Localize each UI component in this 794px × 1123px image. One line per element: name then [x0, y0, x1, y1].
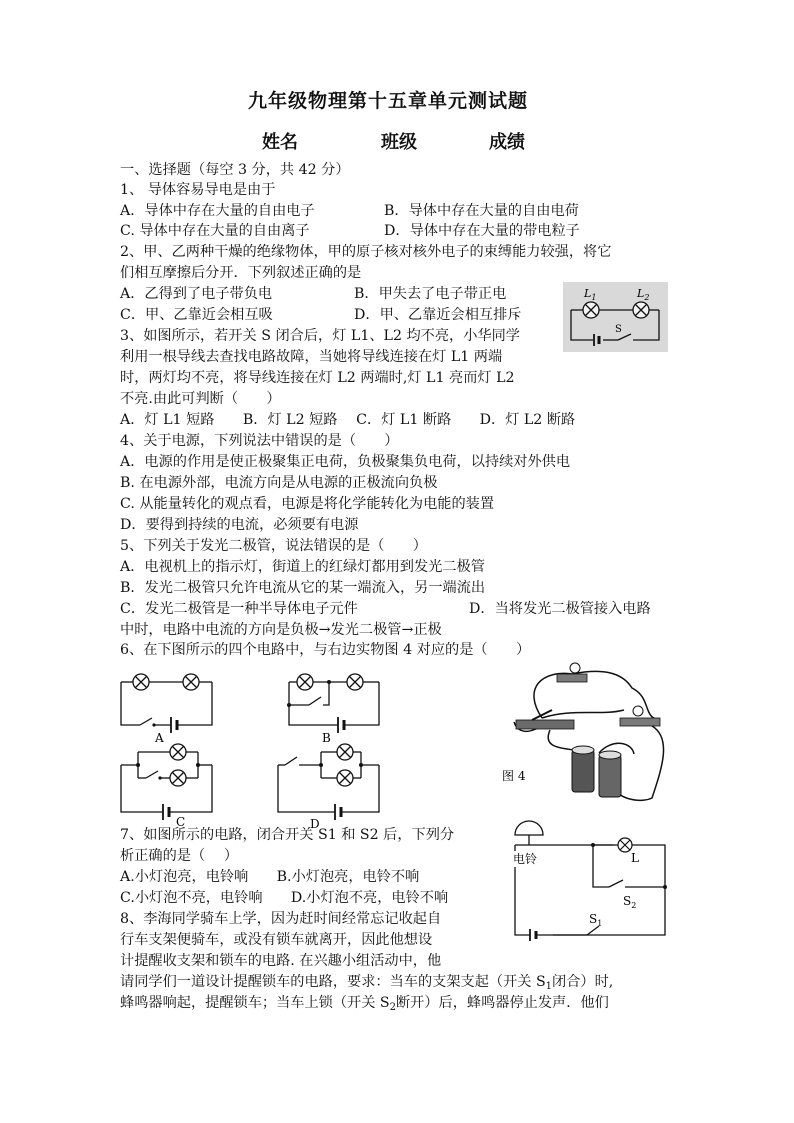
q3-label-l1: $L_1$: [584, 287, 597, 302]
class-label: 班级: [381, 132, 417, 153]
q8-line2: 行车支架便骑车，或没有锁车就离开，因此他想设: [120, 932, 433, 948]
q3-options[interactable]: A．灯 L1 短路 B．灯 L2 短路 C．灯 L1 断路 D．灯 L2 断路: [120, 412, 576, 428]
q7-options-cd[interactable]: C.小灯泡不亮，电铃响 D.小灯泡不亮，电铃不响: [120, 890, 449, 906]
q5-option-b[interactable]: B．发光二极管只允许电流从它的某一端流入，另一端流出: [120, 580, 486, 596]
q1-option-a[interactable]: A．导体中存在大量的自由电子: [120, 203, 315, 219]
q6-stem: 6、在下图所示的四个电路中，与右边实物图 4 对应的是（ ）: [120, 642, 531, 658]
q1-option-b[interactable]: B．导体中存在大量的自由电荷: [384, 203, 579, 219]
q4-option-d[interactable]: D．要得到持续的电流，必须要有电源: [120, 517, 359, 533]
q6-figure4-physical: [502, 658, 672, 808]
section-heading: 一、选择题（每空 3 分，共 42 分）: [120, 162, 350, 178]
page-title: 九年级物理第十五章单元测试题: [248, 90, 529, 112]
q3-stem-line3: 时，两灯均不亮，将导线连接在灯 L2 两端时,灯 L1 亮而灯 L2: [120, 370, 515, 386]
q6-circuit-d[interactable]: [275, 740, 385, 831]
name-label: 姓名: [262, 132, 298, 153]
q7-lamp-label: L: [631, 851, 639, 865]
q6-circuit-a[interactable]: [118, 667, 218, 743]
q5-option-a[interactable]: A．电视机上的指示灯，街道上的红绿灯都用到发光二极管: [120, 559, 485, 575]
q8-line5: 蜂鸣器响起，提醒锁车；当车上锁（开关 $S_2$断开）后，蜂鸣器停止发声．他们: [120, 995, 609, 1013]
bell-icon: [515, 821, 543, 835]
q6-label-b: B: [322, 731, 331, 745]
q7-stem-line1: 7、如图所示的电路，闭合开关 S1 和 S2 后，下列分: [120, 827, 455, 843]
q8-line3: 计提醒收支架和锁车的电路. 在兴趣小组活动中，他: [120, 953, 442, 969]
q5-option-d-line1[interactable]: D．当将发光二极管接入电路: [469, 601, 651, 617]
q6-label-d: D: [310, 817, 320, 831]
q4-option-c[interactable]: C. 从能量转化的观点看，电源是将化学能转化为电能的装置: [120, 496, 495, 512]
q6-circuit-c[interactable]: [118, 740, 218, 829]
q6-label-c: C: [176, 815, 186, 829]
q8-line4: 请同学们一道设计提醒锁车的电路，要求：当车的支架支起（开关 $S_1$闭合）时,: [120, 974, 614, 992]
q2-stem-line2: 们相互摩擦后分开．下列叙述正确的是: [120, 265, 362, 281]
q3-stem-line1: 3、如图所示，若开关 S 闭合后，灯 L1、L2 均不亮，小华同学: [120, 328, 520, 344]
q3-stem-line2: 利用一根导线去查找电路故障，当她将导线连接在灯 L1 两端: [120, 349, 503, 365]
q1-stem: 1、 导体容易导电是由于: [120, 182, 276, 198]
q5-option-c[interactable]: C．发光二极管是一种半导体电子元件: [120, 601, 358, 617]
q3-label-s: S: [615, 324, 622, 335]
q3-label-l2: $L_2$: [637, 287, 650, 302]
q7-bell-label: 电铃: [513, 852, 538, 866]
q3-stem-line4: 不亮.由此可判断（ ）: [120, 391, 281, 407]
q4-option-a[interactable]: A．电源的作用是使正极聚集正电荷，负极聚集负电荷，以持续对外供电: [120, 454, 571, 470]
q8-line1: 8、李海同学骑车上学，因为赶时间经常忘记收起自: [120, 911, 442, 927]
q2-option-d[interactable]: D．甲、乙靠近会相互排斥: [354, 307, 522, 323]
q3-circuit-figure: [563, 282, 668, 352]
q5-option-d-line2: 中时，电路中电流的方向是负极→发光二极管→正极: [120, 622, 442, 638]
q7-s2-label: $S_2$: [623, 894, 637, 910]
q4-stem: 4、关于电源，下列说法中错误的是（ ）: [120, 433, 399, 449]
lamp-holder-right: [620, 706, 660, 726]
q7-s1-label: $S_1$: [589, 912, 603, 928]
q2-option-a[interactable]: A．乙得到了电子带负电: [120, 286, 273, 302]
q1-option-d[interactable]: D．导体中存在大量的带电粒子: [384, 223, 580, 239]
fig4-label: 图 4: [502, 769, 526, 783]
q7-options-ab[interactable]: A.小灯泡亮，电铃响 B.小灯泡亮，电铃不响: [120, 869, 420, 885]
score-label: 成绩: [489, 132, 525, 153]
q2-option-c[interactable]: C．甲、乙靠近会相互吸: [120, 307, 273, 323]
q6-label-a: A: [155, 731, 164, 745]
q2-stem-line1: 2、甲、乙两种干燥的绝缘物体，甲的原子核对核外电子的束缚能力较强，将它: [120, 244, 612, 260]
q7-stem-line2: 析正确的是（ ）: [120, 848, 239, 864]
q4-option-b[interactable]: B. 在电源外部，电流方向是从电源的正极流向负极: [120, 475, 438, 491]
q6-circuit-b[interactable]: [285, 667, 385, 743]
q7-circuit-figure: [505, 825, 670, 947]
q2-option-b[interactable]: B．甲失去了电子带正电: [354, 286, 507, 302]
q1-option-c[interactable]: C. 导体中存在大量的自由离子: [120, 223, 310, 239]
q5-stem: 5、下列关于发光二极管，说法错误的是（ ）: [120, 538, 427, 554]
battery-cells: [572, 746, 621, 797]
